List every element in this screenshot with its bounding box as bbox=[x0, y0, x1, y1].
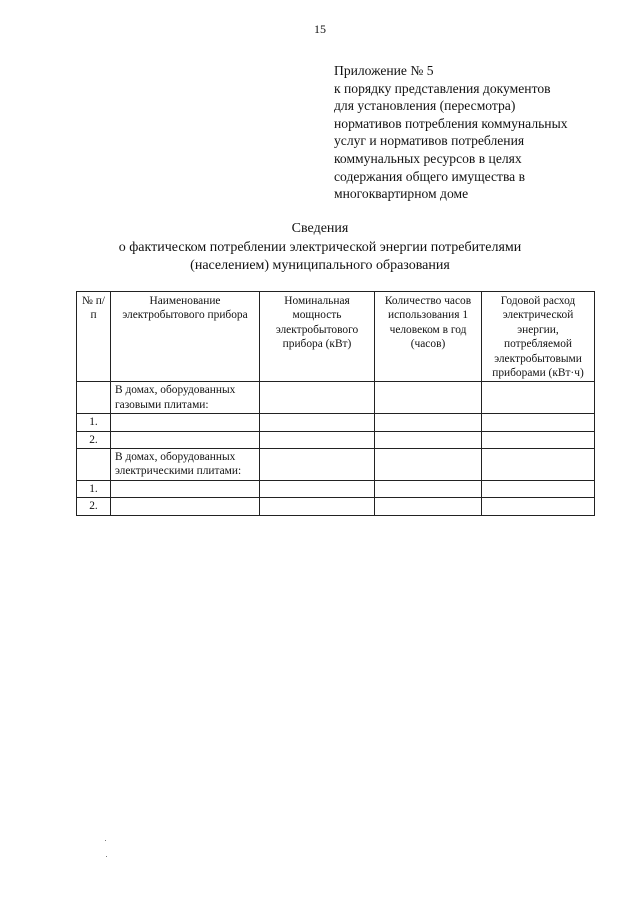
table-row bbox=[77, 480, 595, 497]
table-cell bbox=[260, 480, 375, 497]
document-heading bbox=[0, 220, 640, 276]
table-cell bbox=[260, 431, 375, 448]
table-cell bbox=[482, 414, 595, 431]
appendix-block bbox=[334, 62, 624, 203]
header-cell-hours: Количество часов использования 1 человеком в год (часов) bbox=[375, 292, 482, 382]
table-cell bbox=[482, 498, 595, 515]
appendix-line: многоквартирном доме bbox=[334, 186, 469, 202]
table-cell bbox=[375, 480, 482, 497]
table-cell bbox=[482, 382, 595, 414]
heading-line: (населением) муниципального образования bbox=[190, 258, 450, 273]
table-cell bbox=[375, 382, 482, 414]
table-cell bbox=[482, 431, 595, 448]
appendix-title: Приложение № 5 bbox=[334, 63, 434, 78]
table-cell bbox=[375, 449, 482, 481]
table-cell bbox=[260, 449, 375, 481]
section-label: В домах, оборудованных газовыми плитами: bbox=[111, 382, 260, 414]
table-cell bbox=[260, 414, 375, 431]
appendix-line: к порядку представления документов bbox=[334, 80, 551, 96]
header-cell-appliance: Наименование электробытового прибора bbox=[111, 292, 260, 382]
heading-line: о фактическом потреблении электрической энергии потребителями bbox=[118, 239, 522, 255]
table-cell bbox=[375, 414, 482, 431]
table-cell bbox=[375, 431, 482, 448]
table-cell bbox=[111, 431, 260, 448]
table-cell bbox=[482, 480, 595, 497]
scan-speck bbox=[105, 840, 106, 841]
table-cell bbox=[111, 480, 260, 497]
consumption-table bbox=[76, 291, 595, 516]
section-row-gas-stoves bbox=[77, 382, 595, 414]
row-number: 1. bbox=[77, 414, 111, 431]
table-cell bbox=[260, 498, 375, 515]
appendix-line: коммунальных ресурсов в целях bbox=[334, 150, 522, 166]
table-cell bbox=[77, 449, 111, 481]
appendix-line: нормативов потребления коммунальных bbox=[334, 115, 568, 131]
table-cell bbox=[260, 382, 375, 414]
table-row bbox=[77, 414, 595, 431]
header-cell-annual-consumption: Годовой расход электрической энергии, потребляемой электробытовыми приборами (кВт·ч) bbox=[482, 292, 595, 382]
header-cell-number: № п/п bbox=[77, 292, 111, 382]
appendix-line: услуг и нормативов потребления bbox=[334, 133, 525, 149]
row-number: 1. bbox=[77, 480, 111, 497]
table-cell bbox=[77, 382, 111, 414]
appendix-line: содержания общего имущества в bbox=[334, 168, 526, 184]
table-cell bbox=[375, 498, 482, 515]
table-row bbox=[77, 498, 595, 515]
row-number: 2. bbox=[77, 431, 111, 448]
header-cell-power: Номинальная мощность электробытового прибора (кВт) bbox=[260, 292, 375, 382]
page-number: 15 bbox=[314, 22, 326, 36]
table-cell bbox=[482, 449, 595, 481]
table-cell bbox=[111, 414, 260, 431]
section-row-electric-stoves bbox=[77, 449, 595, 481]
heading-title: Сведения bbox=[291, 221, 349, 236]
table-row bbox=[77, 431, 595, 448]
table-header-row bbox=[77, 292, 595, 382]
scan-speck bbox=[106, 856, 107, 857]
section-label: В домах, оборудованных электрическими плитами: bbox=[111, 449, 260, 481]
appendix-line: для установления (пересмотра) bbox=[334, 98, 516, 114]
table-cell bbox=[111, 498, 260, 515]
row-number: 2. bbox=[77, 498, 111, 515]
